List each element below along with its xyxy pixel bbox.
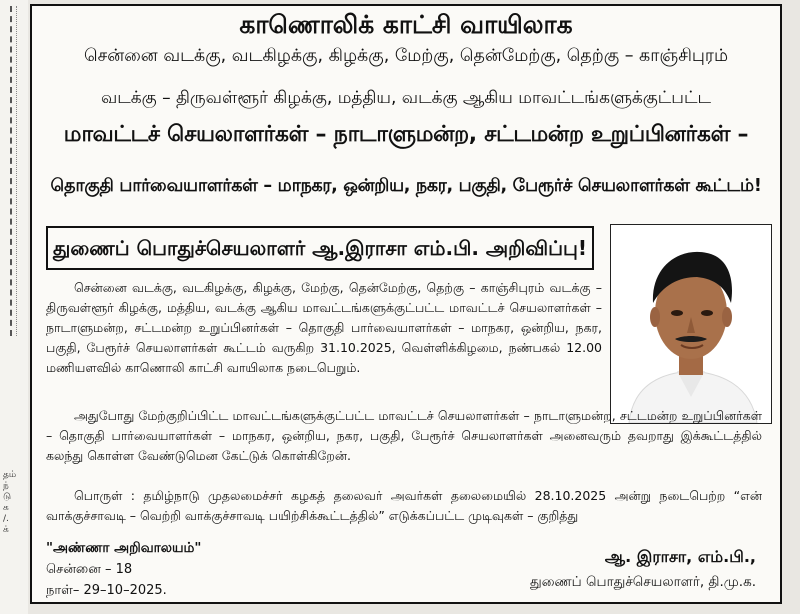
headline-line-1: காணொலிக் காட்சி வாயிலாக — [239, 10, 573, 39]
signatory-role: துணைப் பொதுச்செயலாளர், தி.மு.க. — [530, 574, 756, 590]
body-paragraph-3: பொருள் : தமிழ்நாடு முதலமைச்சர் கழகத் தலைவர் அவர்கள் தலைமையில் 28.10.2025 அன்று நடைபெற்ற “என் வாக்குச்சாவடி – வெற்றி வாக்குச்சாவடி பயிற்சிக்கூட்டத்தில்” எடுக்கப்பட்ட முடிவுகள் – குறித்து — [46, 488, 762, 523]
announcement-notice — [30, 4, 782, 604]
adjacent-column-strip — [0, 0, 28, 614]
cut-line-divider-inner — [16, 6, 17, 336]
announcement-title: துணைப் பொதுச்செயலாளர் ஆ.இராசா எம்.பி. அறிவிப்பு! — [53, 236, 587, 260]
portrait-photo — [610, 224, 772, 424]
cut-line-divider — [10, 6, 12, 336]
address-place: "அண்ணா அறிவாலயம்" — [46, 540, 202, 556]
adjacent-text-fragment: தம் ந் டு க /. க் — [3, 470, 17, 535]
body-paragraph-1: சென்னை வடக்கு, வடகிழக்கு, கிழக்கு, மேற்கு, தென்மேற்கு, தெற்கு – காஞ்சிபுரம் வடக்கு – திருவள்ளூர் கிழக்கு, மத்திய, வடக்கு ஆகிய மாவட்டங்களுக்குட்பட்ட மாவட்டச் செயலாளர்கள் – நாடாளுமன்ற, சட்டமன்ற உறுப்பினர்கள் – தொகுதி பார்வையாளர்கள் – மாநகர, ஒன்றிய, நகர, பகுதி, பேரூர்ச் செயலாளர்கள் கூட்டம் வருகிற 31.10.2025, வெள்ளிக்கிழமை, நண்பகல் 12.00 மணியளவில் காணொலி காட்சி வாயிலாக நடைபெறும். — [46, 280, 602, 375]
address-block — [46, 538, 201, 601]
notice-date: நாள்– 29–10–2025. — [46, 583, 167, 598]
portrait-illustration — [611, 225, 771, 423]
signature-block — [530, 544, 756, 594]
headline-line-3: வடக்கு – திருவள்ளூர் கிழக்கு, மத்திய, வடக்கு ஆகிய மாவட்டங்களுக்குட்பட்ட — [101, 88, 711, 108]
signatory-name: ஆ. இராசா, எம்.பி., — [604, 547, 756, 566]
address-city: சென்னை – 18 — [46, 562, 133, 577]
body-paragraph-2: அதுபோது மேற்குறிப்பிட்ட மாவட்டங்களுக்குட்பட்ட மாவட்டச் செயலாளர்கள் – நாடாளுமன்ற, சட்டமன்ற உறுப்பினர்கள் – தொகுதி பார்வையாளர்கள் – மாநகர, ஒன்றிய, நகர, பகுதி, பேரூர்ச் செயலாளர்கள் அனைவரும் தவறாது இக்கூட்டத்தில் கலந்து கொள்ள வேண்டுமென கேட்டுக் கொள்கிறேன். — [46, 408, 762, 463]
headline-line-5: தொகுதி பார்வையாளர்கள் – மாநகர, ஒன்றிய, நகர, பகுதி, பேரூர்ச் செயலாளர்கள் கூட்டம்! — [50, 176, 762, 196]
headline-line-4: மாவட்டச் செயலாளர்கள் – நாடாளுமன்ற, சட்டமன்ற உறுப்பினர்கள் – — [63, 122, 749, 147]
announcement-title-box — [46, 226, 594, 270]
headline-line-2: சென்னை வடக்கு, வடகிழக்கு, கிழக்கு, மேற்கு, தென்மேற்கு, தெற்கு – காஞ்சிபுரம் — [83, 46, 729, 66]
